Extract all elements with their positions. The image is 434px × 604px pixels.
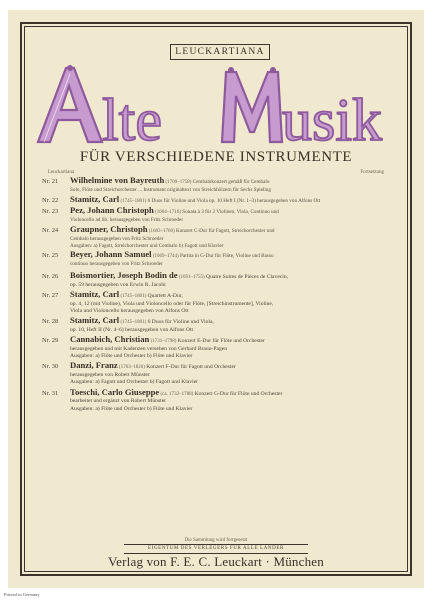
imprint: Printed in Germany [4, 592, 40, 597]
entry-number: Nr. 24 [42, 226, 59, 234]
catalog-entry [42, 207, 398, 224]
work-description: Sonata à 3 für 2 Violinen, Viola, Continuo und [182, 209, 279, 216]
work-detail-line: op. 4, 12 (mit Violine), Viola und Violoncello oder für Flöte, [Streichinstrumente], Violine, [70, 300, 274, 307]
work-detail-line: Viola und Violoncello herausgegeben von Alfons Ott [70, 307, 189, 314]
entry-body [70, 386, 398, 413]
continuation-note: Die Sammlung wird fortgesetzt [184, 538, 248, 543]
composer-dates: (1683–1760) [148, 228, 175, 234]
composer-dates: (1691–1755) [178, 274, 205, 280]
work-description: 6 Duos für Violine und Viola op. 10 Heft I (Nr. 1–3) herausgegeben von Alfons Ott [147, 197, 321, 204]
work-description: 6 Duos für Violine und Viola, [147, 319, 214, 326]
work-detail-line: Ausgaben: a) Flöte und Orchester b) Flöte und Klavier [70, 405, 193, 412]
entry-body [70, 317, 398, 334]
entry-body [70, 288, 398, 315]
copyright-line: EIGENTUM DES VERLEGERS FÜR ALLE LÄNDER [148, 546, 284, 551]
composer-name: Stamitz, Carl [70, 315, 120, 326]
composer-name: Pez, Johann Christoph [70, 205, 154, 216]
work-detail-line: Ausgaben: a) Fagott und Orchester b) Fagott und Klavier [70, 379, 199, 386]
catalog-entry [42, 269, 398, 289]
work-detail-line: continuo herausgegeben von Fritz Schroeder [70, 261, 163, 268]
composer-name: Graupner, Christoph [70, 223, 148, 234]
composer-dates: (1745–1801) [120, 198, 147, 204]
composer-name: Stamitz, Carl [70, 193, 120, 204]
footer-rule-top [124, 544, 308, 545]
catalog-entry [42, 288, 398, 315]
initial-m-ornament [222, 67, 282, 142]
work-detail-line: Solo, Flöte und Streichorchester ... Instrument originaltext von Streichhölzern für Sechs Spieling [70, 186, 271, 193]
catalog-entry [42, 317, 398, 334]
composer-dates: (1731–1798) [150, 339, 177, 345]
main-title-lettering [30, 62, 402, 150]
initial-a-ornament [38, 65, 102, 142]
work-description: Konzert F-Dur für Fagott und Orchester [146, 364, 236, 371]
composer-name: Stamitz, Carl [70, 288, 120, 299]
work-description: Cembalokonzert gemäß für Cembalo [192, 179, 270, 185]
entry-number: Nr. 22 [42, 196, 59, 204]
composer-dates: (1745–1801) [120, 293, 147, 299]
composer-dates: (1709–1758) [165, 180, 192, 185]
composer-name: Danzi, Franz [70, 360, 118, 371]
subtitle: FÜR VERSCHIEDENE INSTRUMENTE [79, 149, 353, 165]
work-detail-line: op. 10, Heft II (Nr. 4–6) herausgegeben von Alfons Ott [70, 326, 194, 333]
work-description: Quatre Suites de Pièces de Clavecin, [206, 273, 289, 280]
entry-number: Nr. 23 [42, 208, 59, 216]
catalog-entry [42, 177, 398, 194]
composer-name: Boismortier, Joseph Bodin de [70, 269, 178, 280]
catalog-list [42, 177, 398, 415]
work-detail-line: Cembalo herausgegeben von Fritz Schroeder [70, 235, 164, 242]
entry-body [70, 336, 398, 360]
title-page [8, 10, 424, 588]
entry-body [70, 223, 398, 249]
work-description: Konzert G-Dur für Flöte und Orchester [194, 390, 283, 397]
entry-number: Nr. 25 [42, 252, 59, 260]
composer-dates: (1745–1801) [120, 320, 147, 326]
entry-body [70, 362, 398, 386]
work-detail-line: herausgegeben und mit Kadenzen versehen von Gerhard Braun-Pagen [70, 345, 228, 352]
publisher-line: Verlag von F. E. C. Leuckart · München [108, 554, 324, 569]
entry-body [70, 177, 398, 194]
catalog-entry [42, 223, 398, 249]
catalog-entry [42, 336, 398, 360]
series-label: LEUCKARTIANA [170, 44, 270, 60]
work-detail-line: Ausgaben: a) Fagott, Streichorchester und Cembalo b) Fagott und Klavier [70, 242, 224, 249]
work-description: Partita in G-Dur für Flöte, Violine und Basso [180, 253, 274, 260]
entry-number: Nr. 27 [42, 291, 59, 299]
title-word-1: lte [102, 87, 162, 150]
composer-dates: (1669–1744) [152, 254, 179, 260]
composer-dates: (1763–1826) [119, 365, 145, 371]
catalog-entry [42, 251, 398, 268]
work-detail-line: Ausgaben: a) Flöte und Orchester b) Flöte und Klavier [70, 353, 193, 360]
work-description: Quartett A-Dur, [147, 292, 183, 299]
main-title [30, 62, 402, 150]
header-left-note: Leuckartiana [48, 170, 75, 175]
entry-body [70, 269, 398, 289]
work-description: Konzert C-Dur für Fagott, Streichorchester und [175, 227, 275, 234]
entry-number: Nr. 29 [42, 337, 59, 345]
composer-name: Cannabich, Christian [70, 334, 150, 345]
entry-number: Nr. 21 [42, 178, 59, 185]
work-detail-line: Violoncello ad lib. herausgegeben von Fritz Schroeder [70, 217, 184, 224]
composer-dates: (ca. 1732–1788) [160, 391, 194, 397]
work-description: Konzert E-Dur für Flöte und Orchester [177, 338, 265, 345]
title-word-2: usik [282, 87, 383, 150]
composer-dates: (1664–1716) [155, 210, 181, 216]
entry-number: Nr. 26 [42, 272, 59, 280]
catalog-entry [42, 193, 398, 206]
composer-name: Beyer, Johann Samuel [70, 249, 152, 260]
entry-number: Nr. 30 [42, 363, 59, 371]
catalog-entry [42, 362, 398, 386]
entry-body [70, 251, 398, 268]
composer-name: Wilhelmine von Bayreuth [70, 175, 165, 185]
header-right-note: Fortsetzung [360, 170, 384, 175]
entry-body [70, 193, 398, 206]
entry-number: Nr. 31 [42, 389, 59, 397]
work-detail-line: bearbeitet und ergänzt von Robert Münster [70, 398, 167, 405]
composer-name: Toeschi, Carlo Giuseppe [70, 386, 160, 397]
entry-body [70, 207, 398, 224]
work-detail-line: herausgegeben von Robert Münster [70, 372, 150, 379]
entry-number: Nr. 28 [42, 318, 59, 326]
work-detail-line: op. 59 herausgegeben von Erwin R. Jacobi [70, 281, 166, 288]
catalog-entry [42, 386, 398, 413]
